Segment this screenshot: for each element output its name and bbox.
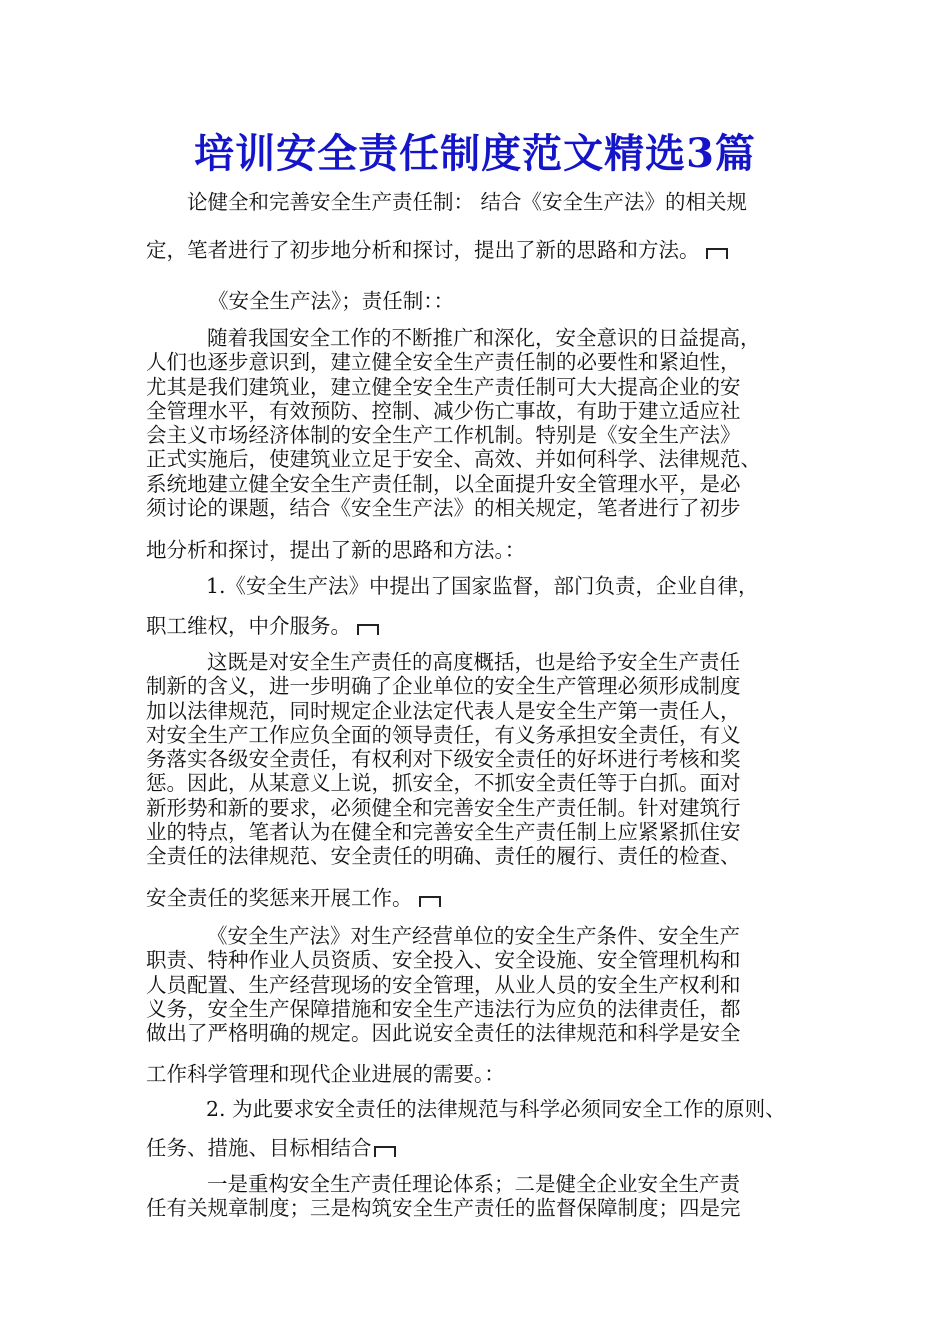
paragraph-line: 业的特点，笔者认为在健全和完善安全生产责任制上应紧紧抓住安: [146, 820, 741, 845]
paragraph-line: 制新的含义，进一步明确了企业单位的安全生产管理必须形成制度: [146, 674, 741, 699]
paragraph-line: 正式实施后，使建筑业立足于安全、高效、并如何科学、法律规范、: [146, 447, 761, 472]
paragraph-1: [146, 326, 810, 520]
paragraph-line: 做出了严格明确的规定。因此说安全责任的法律规范和科学是安全: [146, 1021, 741, 1046]
paragraph-line: 系统地建立健全安全生产责任制，以全面提升安全管理水平，是必: [146, 471, 741, 496]
paragraph-line: 人们也逐步意识到，建立健全安全生产责任制的必要性和紧迫性，: [146, 350, 741, 375]
paragraph-line: 尤其是我们建筑业，建立健全安全生产责任制可大大提高企业的安: [146, 374, 741, 399]
paragraph-line: 务落实各级安全责任，有权利对下级安全责任的好坏进行考核和奖: [146, 747, 741, 772]
paragraph-line: 一是重构安全生产责任理论体系；二是健全企业安全生产责: [207, 1172, 740, 1196]
item-1-line-1: 1.《安全生产法》中提出了国家监督，部门负责，企业自律，: [206, 574, 759, 598]
paragraph-line: 新形势和新的要求，必须健全和完善安全生产责任制。针对建筑行: [146, 795, 741, 820]
paragraph-3: [146, 924, 810, 1045]
item-1-line-2: 职工维权，中介服务。: [146, 614, 806, 638]
paragraph-line: 全责任的法律规范、安全责任的明确、责任的履行、责任的检查、: [146, 844, 741, 869]
paragraph-mark-icon: [419, 896, 441, 907]
paragraph-2-end: 安全责任的奖惩来开展工作。: [146, 886, 806, 910]
paragraph-line: 惩。因此，从某意义上说，抓安全，不抓安全责任等于白抓。面对: [146, 771, 741, 796]
paragraph-line: 全管理水平，有效预防、控制、减少伤亡事故，有助于建立适应社: [146, 398, 741, 423]
paragraph-4: [146, 1172, 810, 1221]
paragraph-line: 对安全生产工作应负全面的领导责任，有义务承担安全责任，有义: [146, 722, 741, 747]
abstract-line-1: 论健全和完善安全生产责任制： 结合《安全生产法》的相关规: [187, 190, 748, 214]
paragraph-line: 加以法律规范，同时规定企业法定代表人是安全生产第一责任人，: [146, 698, 741, 723]
abstract-line-2: 定，笔者进行了初步地分析和探讨，提出了新的思路和方法。: [146, 238, 806, 262]
paragraph-line: 义务，安全生产保障措施和安全生产违法行为应负的法律责任，都: [146, 996, 741, 1021]
keywords-line: 《安全生产法》；责任制：：: [208, 289, 454, 313]
paragraph-1-end: 地分析和探讨，提出了新的思路和方法。：: [146, 538, 526, 562]
paragraph-mark-icon: [706, 248, 728, 259]
paragraph-line: 这既是对安全生产责任的高度概括，也是给予安全生产责任: [207, 650, 740, 674]
document-title: 培训安全责任制度范文精选3篇: [194, 130, 756, 177]
paragraph-line: 任有关规章制度；三是构筑安全生产责任的监督保障制度；四是完: [146, 1196, 741, 1221]
paragraph-line: 会主义市场经济体制的安全生产工作机制。特别是《安全生产法》: [146, 423, 741, 448]
paragraph-line: 须讨论的课题，结合《安全生产法》的相关规定，笔者进行了初步: [146, 496, 741, 521]
paragraph-line: 人员配置、生产经营现场的安全管理，从业人员的安全生产权利和: [146, 972, 741, 997]
paragraph-3-end: 工作科学管理和现代企业进展的需要。：: [146, 1062, 505, 1086]
paragraph-line: 职责、特种作业人员资质、安全投入、安全设施、安全管理机构和: [146, 948, 741, 973]
paragraph-line: 随着我国安全工作的不断推广和深化，安全意识的日益提高，: [207, 326, 761, 350]
paragraph-2: [146, 650, 810, 869]
item-2-line-1: 2. 为此要求安全责任的法律规范与科学必须同安全工作的原则、: [206, 1097, 786, 1121]
item-2-line-2: 任务、措施、目标相结合: [146, 1136, 806, 1160]
paragraph-mark-icon: [357, 624, 379, 635]
paragraph-line: 《安全生产法》对生产经营单位的安全生产条件、安全生产: [207, 924, 740, 948]
paragraph-mark-icon: [374, 1146, 396, 1157]
